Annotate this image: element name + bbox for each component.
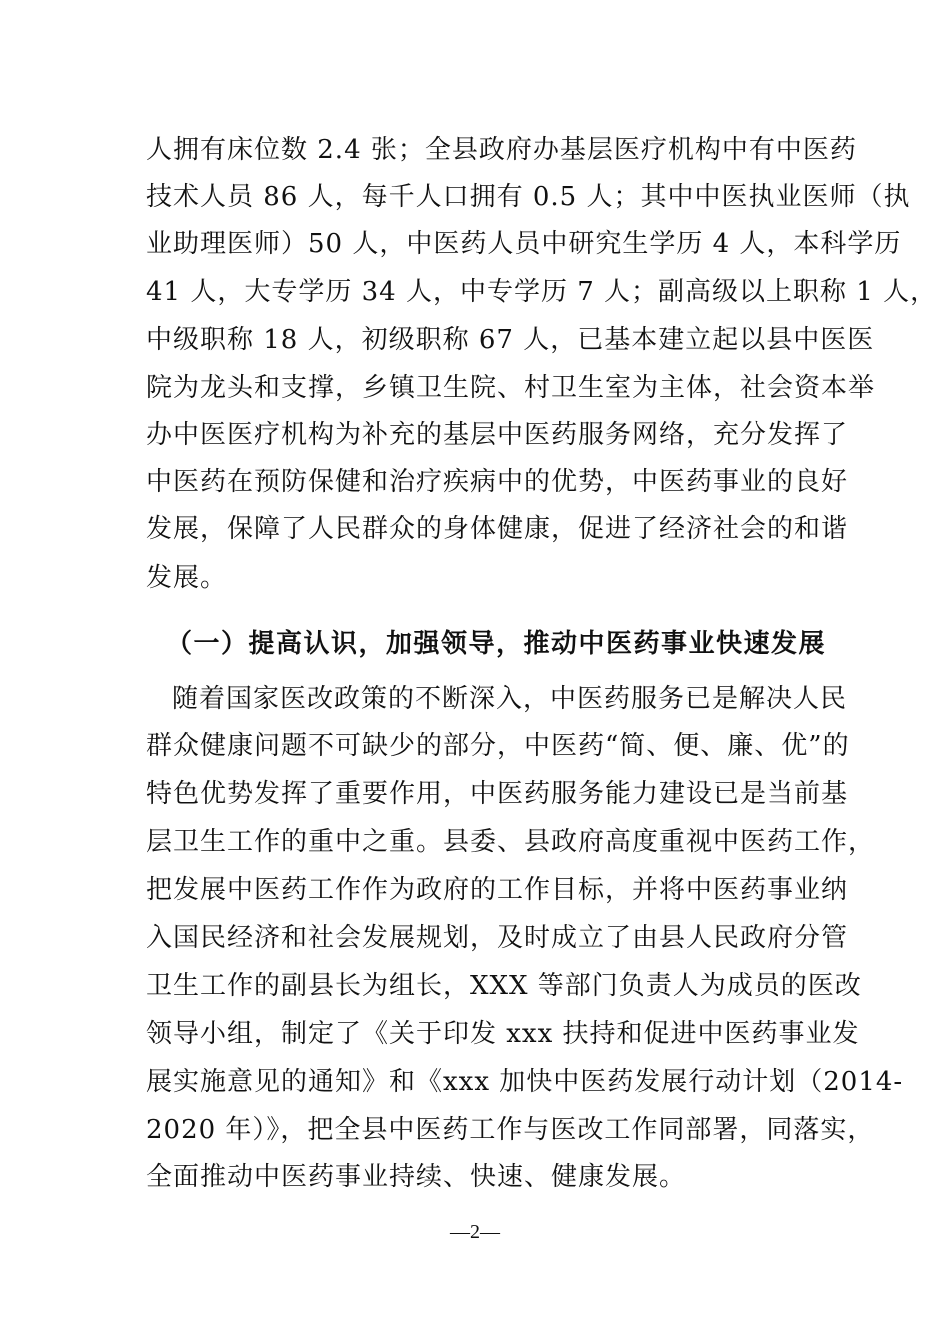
paragraph-line: 群众健康问题不可缺少的部分，中医药“简、便、廉、优”的 [146,731,850,761]
paragraph-line: 院为龙头和支撑，乡镇卫生院、村卫生室为主体，社会资本举 [146,373,876,403]
paragraph-line: 层卫生工作的重中之重。县委、县政府高度重视中医药工作， [146,827,876,857]
paragraph-line: 全面推动中医药事业持续、快速、健康发展。 [146,1162,687,1192]
paragraph-line: 发展，保障了人民群众的身体健康，促进了经济社会的和谐 [146,514,849,544]
paragraph-line: 特色优势发挥了重要作用，中医药服务能力建设已是当前基 [146,779,849,809]
paragraph-line: 展实施意见的通知》和《xxx 加快中医药发展行动计划（2014- [146,1067,904,1097]
section-heading: （一）提高认识，加强领导，推动中医药事业快速发展 [166,629,827,659]
paragraph-line: 入国民经济和社会发展规划，及时成立了由县人民政府分管 [146,923,849,953]
paragraph-line: 人拥有床位数 2.4 张；全县政府办基层医疗机构中有中医药 [146,135,857,165]
paragraph-line: 技术人员 86 人，每千人口拥有 0.5 人；其中中医执业医师（执 [146,182,911,212]
paragraph-line: 领导小组，制定了《关于印发 xxx 扶持和促进中医药事业发 [146,1019,860,1049]
paragraph-line: 随着国家医改政策的不断深入，中医药服务已是解决人民 [172,684,848,714]
paragraph-line: 中医药在预防保健和治疗疾病中的优势，中医药事业的良好 [146,467,849,497]
paragraph-line: 2020 年）》，把全县中医药工作与医改工作同部署，同落实， [146,1115,875,1145]
paragraph-line: 发展。 [146,563,228,593]
paragraph-line: 卫生工作的副县长为组长，XXX 等部门负责人为成员的医改 [146,971,862,1001]
paragraph-line: 中级职称 18 人，初级职称 67 人，已基本建立起以县中医医 [146,325,875,355]
paragraph-line: 把发展中医药工作作为政府的工作目标，并将中医药事业纳 [146,875,849,905]
page-number: —2— [450,1221,500,1243]
paragraph-line: 办中医医疗机构为补充的基层中医药服务网络，充分发挥了 [146,420,849,450]
paragraph-line: 41 人，大专学历 34 人，中专学历 7 人；副高级以上职称 1 人， [146,277,938,307]
paragraph-line: 业助理医师）50 人，中医药人员中研究生学历 4 人，本科学历 [146,229,902,259]
